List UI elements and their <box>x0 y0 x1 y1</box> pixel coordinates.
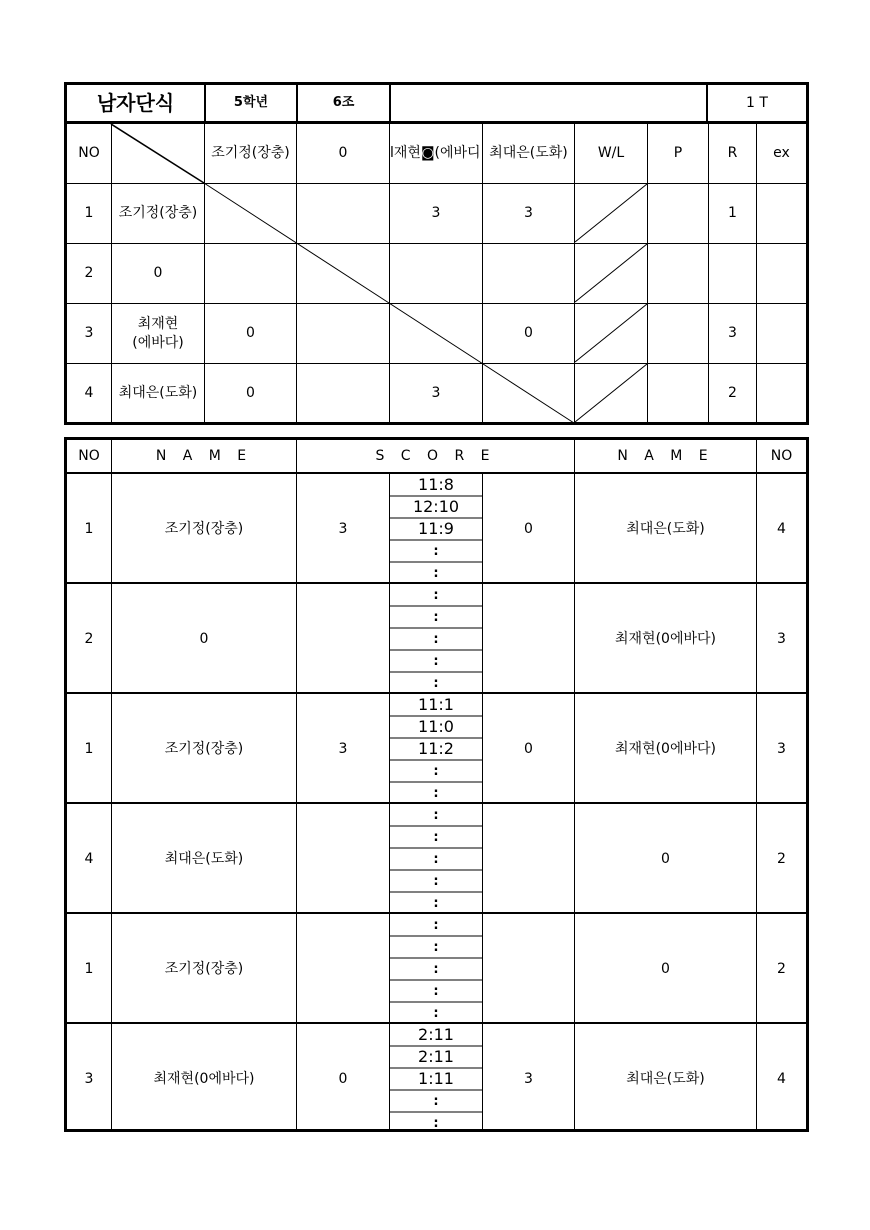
match-name-left: 최재현(0에바다) <box>153 1070 255 1087</box>
league-header-p: P <box>673 145 683 162</box>
league-row-no: 1 <box>84 205 94 222</box>
match-no-left: 1 <box>84 520 94 537</box>
game-score: : <box>433 807 439 823</box>
game-score: : <box>433 1005 439 1021</box>
game-score: : <box>433 829 439 845</box>
league-rank: 3 <box>728 325 737 342</box>
group-label: 6조 <box>332 94 355 110</box>
match-name-left: 조기정(장충) <box>164 520 244 537</box>
league-cell: 3 <box>431 205 441 222</box>
game-score: : <box>433 939 439 955</box>
game-score: 11:8 <box>418 475 454 494</box>
match-header-name-left: N A M E <box>155 447 253 464</box>
league-cell: 0 <box>246 325 255 342</box>
match-no-left: 3 <box>84 1070 94 1087</box>
game-score: : <box>433 1093 439 1109</box>
league-header-player-2: 0 <box>338 145 348 162</box>
game-score: : <box>433 851 439 867</box>
match-name-right: 0 <box>661 960 670 977</box>
match-name-right: 최대은(도화) <box>626 1070 705 1087</box>
game-score: : <box>433 587 439 603</box>
match-name-right: 0 <box>661 850 670 867</box>
match-sets-left <box>297 805 389 913</box>
match-header-score: S C O R E <box>375 447 496 464</box>
match-header-name-right: N A M E <box>617 447 714 464</box>
game-score: : <box>433 983 439 999</box>
game-score: : <box>433 609 439 625</box>
league-header-r: R <box>727 145 738 162</box>
game-score: : <box>433 895 439 911</box>
game-score: 2:11 <box>418 1047 454 1066</box>
game-score: : <box>433 675 439 691</box>
league-cell: 0 <box>246 384 255 401</box>
league-cell: 3 <box>431 384 441 401</box>
match-name-left: 0 <box>199 630 209 647</box>
match-name-left: 조기정(장충) <box>164 960 244 977</box>
match-sets-right: 3 <box>524 1070 533 1087</box>
event-title: 남자단식 <box>96 91 175 115</box>
match-sets-left: 3 <box>338 740 348 757</box>
league-header-player-4: 최대은(도화) <box>489 145 568 162</box>
match-header-no-left: NO <box>78 447 100 464</box>
game-score: 12:10 <box>412 497 460 516</box>
league-rank: 2 <box>728 384 737 401</box>
match-no-right: 4 <box>777 1070 786 1087</box>
league-row-name-line2: (에바다) <box>132 334 184 351</box>
match-no-right: 4 <box>777 520 786 537</box>
game-score: : <box>433 543 439 559</box>
match-no-left: 1 <box>84 960 94 977</box>
league-rank: 1 <box>728 205 737 222</box>
league-row-name: 조기정(장충) <box>118 205 198 222</box>
game-score: : <box>433 763 439 779</box>
match-no-left: 4 <box>84 850 94 867</box>
league-cell: 0 <box>524 325 533 342</box>
league-cell: 3 <box>524 205 533 222</box>
match-no-left: 1 <box>84 740 94 757</box>
grade-label: 5학년 <box>233 94 269 110</box>
league-row-name: 0 <box>153 265 163 282</box>
game-score: 11:9 <box>418 519 454 538</box>
match-name-left: 조기정(장충) <box>164 740 244 757</box>
match-name-right: 최재현(0에바다) <box>615 740 716 757</box>
game-score: : <box>433 565 439 581</box>
league-row-no: 2 <box>84 265 94 282</box>
league-row-no: 3 <box>84 325 94 342</box>
match-no-right: 3 <box>777 630 786 647</box>
match-sets-right: 0 <box>524 520 533 537</box>
game-score: : <box>433 653 439 669</box>
league-header-ex: ex <box>773 145 790 162</box>
match-no-right: 2 <box>777 850 786 867</box>
game-score: : <box>433 873 439 889</box>
match-header-no-right: NO <box>770 447 793 464</box>
match-sets-right <box>483 585 574 693</box>
league-header-no: NO <box>78 145 100 162</box>
league-header-player-1: 조기정(장충) <box>211 145 290 162</box>
game-score: 11:0 <box>418 717 454 736</box>
match-name-left: 최대은(도화) <box>164 850 244 867</box>
game-score: 1:11 <box>418 1069 454 1088</box>
league-row-no: 4 <box>84 384 94 401</box>
league-row-name-line1: 최재현 <box>137 316 179 333</box>
match-no-right: 2 <box>777 960 786 977</box>
match-no-left: 2 <box>84 630 94 647</box>
game-score: 11:2 <box>418 739 454 758</box>
game-score: : <box>433 917 439 933</box>
match-sets-left: 3 <box>338 520 348 537</box>
match-sets-left <box>297 585 389 693</box>
match-no-right: 3 <box>777 740 786 757</box>
league-header-wl: W/L <box>597 145 625 162</box>
match-sets-left: 0 <box>338 1070 348 1087</box>
game-score: : <box>433 785 439 801</box>
league-row-name <box>112 304 204 363</box>
match-sets-left <box>297 915 389 1023</box>
table-number: 1 T <box>746 94 768 111</box>
match-sets-right: 0 <box>524 740 533 757</box>
game-score: 11:1 <box>418 695 454 714</box>
match-name-right: 최대은(도화) <box>626 520 705 537</box>
match-sets-right <box>483 915 574 1023</box>
match-name-right: 최재현(0에바다) <box>615 630 716 647</box>
match-sets-right <box>483 805 574 913</box>
game-score: : <box>433 1115 439 1131</box>
league-header-player-3: l재현◙(에바디 <box>390 145 481 162</box>
game-score: 2:11 <box>418 1025 454 1044</box>
game-score: : <box>433 631 439 647</box>
game-score: : <box>433 961 439 977</box>
league-row-name: 최대은(도화) <box>118 384 198 401</box>
